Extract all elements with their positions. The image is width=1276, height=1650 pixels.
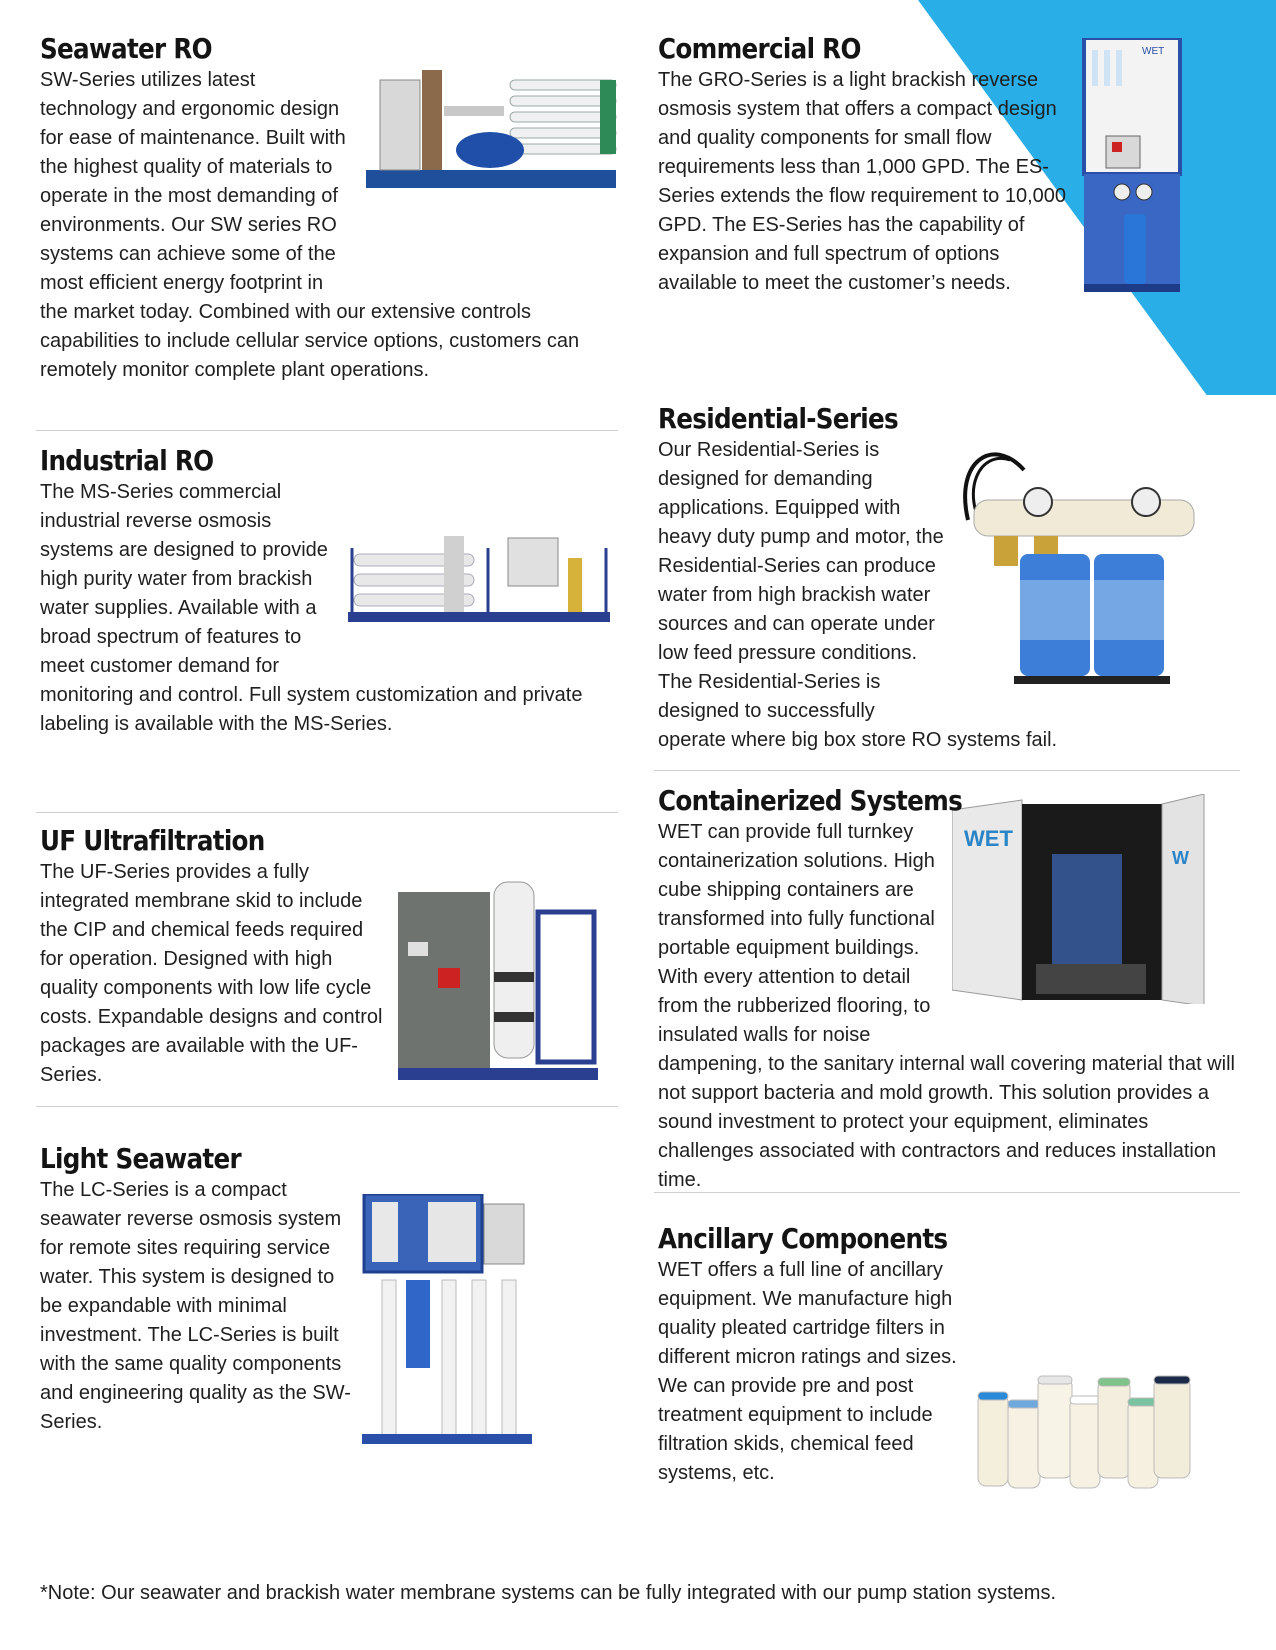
light-seawater-unit-image xyxy=(362,1194,558,1456)
divider xyxy=(654,1192,1240,1193)
section-seawater-ro xyxy=(40,32,622,385)
divider xyxy=(36,430,618,431)
section-title: UF Ultrafiltration xyxy=(40,824,265,857)
section-body: Our Residential-Series is designed for demanding applications. Equipped with heavy duty pump and motor, the Residential-Series can produce water from high brackish water sources and can operate under low feed pressure conditions. The Residential-Series is designed to successfully operate where big box store RO systems fail. xyxy=(658,439,1058,751)
section-containerized-systems xyxy=(658,784,1248,1195)
section-residential-series xyxy=(658,402,1248,755)
section-body: The GRO-Series is a light brackish reverse osmosis system that offers a compact design and quality components for small flow requirements less than 1,000 GPD. The ES-Series extends the flow requirement to 10,000 GPD. The ES-Series has the capability of expansion and full spectrum of options available to meet the customer’s needs. xyxy=(658,69,1067,294)
divider xyxy=(654,770,1240,771)
section-title: Industrial RO xyxy=(40,444,214,477)
section-body: WET offers a full line of ancillary equipment. We manufacture high quality pleated cartridge filters in different micron ratings and sizes. We can provide pre and post treatment equipment to include filtration skids, chemical feed systems, etc. xyxy=(658,1259,957,1484)
footnote: *Note: Our seawater and brackish water membrane systems can be fully integrated with our pump station systems. xyxy=(40,1582,1057,1604)
wet-logo: WET xyxy=(964,826,1013,851)
section-body: The UF-Series provides a fully integrated membrane skid to include the CIP and chemical feeds required for operation. Designed with high quality components with low life cycle costs. Expandable designs and control packages are available with the UF-Series. xyxy=(40,861,383,1086)
section-ancillary-components xyxy=(658,1222,1248,1512)
section-title: Commercial RO xyxy=(658,32,861,65)
seawater-ro-skid-image xyxy=(360,66,622,288)
section-body: The LC-Series is a compact seawater reverse osmosis system for remote sites requiring service water. This system is designed to be expandable with minimal investment. The LC-Series is built with the same quality components and engineering quality as the SW-Series. xyxy=(40,1179,351,1433)
cartridge-filters-image xyxy=(974,1372,1214,1512)
industrial-ro-skid-image xyxy=(348,528,618,678)
section-body: The MS-Series commercial industrial reverse osmosis systems are designed to provide high purity water from brackish water supplies. Available with a broad spectrum of features to meet customer demand for monitoring and control. Full system customization and private labeling is available with the MS-Series. xyxy=(40,481,583,735)
section-uf-ultrafiltration xyxy=(40,824,618,1102)
section-industrial-ro xyxy=(40,444,618,739)
section-title: Seawater RO xyxy=(40,32,212,65)
section-title: Containerized Systems xyxy=(658,784,963,817)
section-title: Light Seawater xyxy=(40,1142,241,1175)
residential-series-unit-image xyxy=(954,430,1228,710)
commercial-ro-unit-image xyxy=(1082,38,1212,308)
uf-ultrafiltration-skid-image xyxy=(398,872,618,1102)
section-body: WET can provide full turnkey containerization solutions. High cube shipping containers are transformed into fully functional portable equipment buildings. With every attention to detail from the rubberized flooring, to insulated walls for noise dampening, to the sanitary internal wall covering material that will not support bacteria and mold growth. This solution provides a sound investment to protect your equipment, eliminates challenges associated with contractors and reduces installation time. xyxy=(658,821,1235,1191)
divider xyxy=(36,1106,618,1107)
containerized-system-image xyxy=(952,794,1222,1024)
svg-text:W: W xyxy=(1172,848,1189,868)
section-light-seawater xyxy=(40,1142,618,1456)
section-title: Residential-Series xyxy=(658,402,898,435)
section-title: Ancillary Components xyxy=(658,1222,948,1255)
section-commercial-ro xyxy=(658,32,1248,308)
section-body: SW-Series utilizes latest technology and ergonomic design for ease of maintenance. Built with the highest quality of materials to operate in the most demanding of environments. Our SW series RO systems can achieve some of the most efficient energy footprint in the market today. Combined with our extensive controls capabilities to include cellular service options, customers can remotely monitor complete plant operations. xyxy=(40,69,580,381)
divider xyxy=(36,812,618,813)
wet-logo: WET xyxy=(1142,46,1165,57)
